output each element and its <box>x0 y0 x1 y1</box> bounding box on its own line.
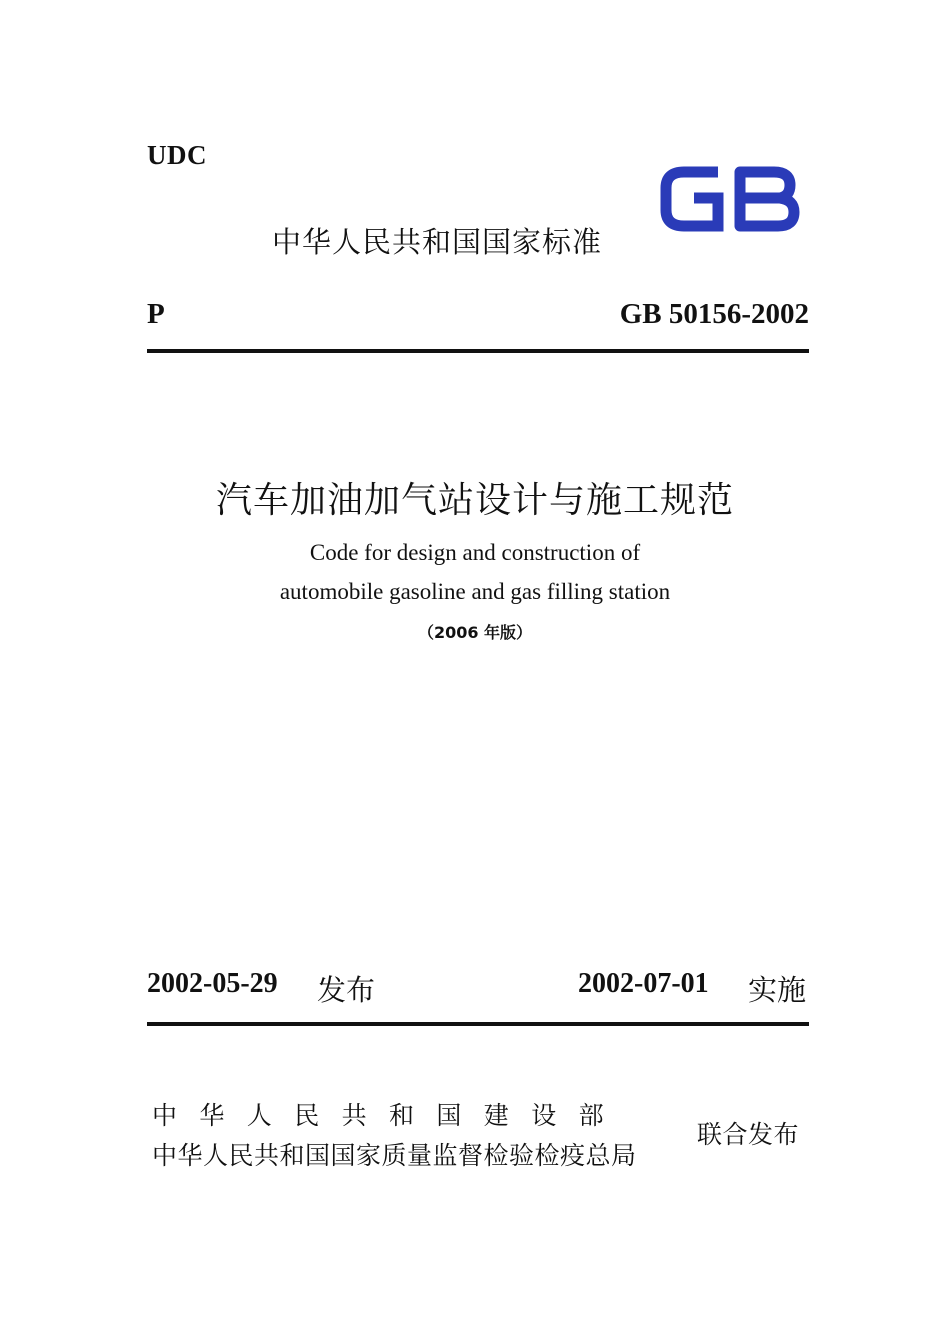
edition-note: （2006 年版） <box>417 623 533 642</box>
implementation-label: 实施 <box>748 973 807 1007</box>
standard-number: GB 50156-2002 <box>619 298 809 330</box>
implementation-date: 2002-07-01 <box>578 968 709 999</box>
publisher-line-1: 中华人民共和国建设部 <box>152 1101 627 1130</box>
udc-label: UDC <box>147 140 207 170</box>
publisher-line-2: 中华人民共和国国家质量监督检验检疫总局 <box>152 1141 637 1170</box>
chinese-title: 汽车加油加气站设计与施工规范 <box>215 480 734 521</box>
standard-type: 中华人民共和国国家标准 <box>272 225 603 259</box>
bottom-divider <box>147 1022 809 1026</box>
top-divider <box>147 349 809 353</box>
gb-logo <box>656 158 804 238</box>
issue-date: 2002-05-29 <box>147 968 278 999</box>
english-title-line-1: Code for design and construction of <box>309 540 641 565</box>
joint-publish-label: 联合发布 <box>697 1120 800 1149</box>
issue-label: 发布 <box>317 973 376 1007</box>
english-title-line-2: automobile gasoline and gas filling station <box>279 579 671 604</box>
category-code: P <box>147 298 165 330</box>
